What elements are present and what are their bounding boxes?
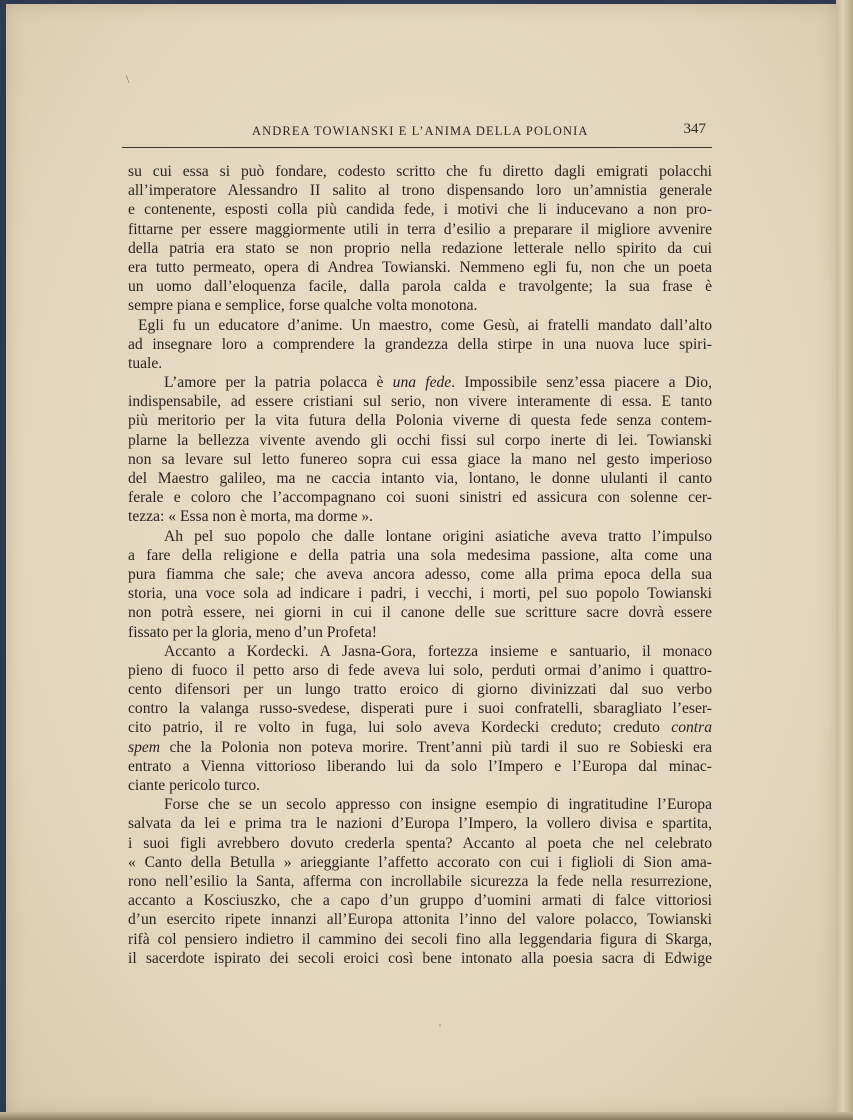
text-line: i suoi figli avrebbero dovuto crederla spenta? Accanto al poeta che nel celebrato (128, 834, 712, 852)
text-line: Ah pel suo popolo che dalle lontane origini asiatiche aveva tratto l’impulso (164, 527, 712, 545)
text-line: d’un esercito ripete innanzi all’Europa attonita l’inno del valore polacco, Towianski (128, 911, 712, 929)
book-page (6, 4, 836, 1114)
text-line: tezza: « Essa non è morta, ma dorme ». (128, 508, 374, 526)
text-line: Accanto a Kordecki. A Jasna-Gora, fortezza insieme e santuario, il monaco (164, 642, 712, 660)
text-line: pieno di fuoco il petto arso di fede aveva lui solo, perduti ormai d’animo i quattro- (128, 661, 712, 679)
stray-mark: · (438, 1018, 442, 1032)
stray-mark: \ (126, 72, 130, 86)
text-line: spem che la Polonia non poteva morire. Trent’anni più tardi il suo re Sobieski era (128, 738, 712, 756)
text-line: contro la valanga russo-svedese, disperati pure i suoi confratelli, sbaragliato l’eser- (128, 700, 712, 718)
text-line: su cui essa si può fondare, codesto scritto che fu diretto dagli emigrati polacchi (128, 163, 712, 180)
text-line: non potrà essere, nei giorni in cui il canone delle sue scritture sacre dovrà essere (128, 604, 712, 622)
text-line: rono nell’esilio la Santa, afferma con incrollabile sicurezza la fede nella resurrezione, (128, 872, 712, 890)
text-line: pura fiamma che sale; che aveva ancora adesso, come alla prima epoca della sua (128, 565, 712, 583)
text-line: ad insegnare loro a comprendere la grandezza della stirpe in una nuova luce spiri- (128, 335, 712, 353)
text-line: era tutto permeato, opera di Andrea Towianski. Nemmeno egli fu, non che un poeta (128, 258, 712, 276)
text-line: del Maestro galileo, ma ne caccia intanto via, lontano, le donne ululanti il canto (128, 470, 712, 487)
text-line: un uomo dall’eloquenza facile, dalla parola calda e travolgente; la sua frase è (128, 278, 712, 296)
text-line: plarne la bellezza vivente avendo gli occhi fissi sul corpo inerte di lei. Towianski (128, 431, 712, 449)
page-header (122, 119, 712, 148)
text-line: tuale. (128, 354, 163, 372)
text-line: Egli fu un educatore d’anime. Un maestro, come Gesù, ai fratelli mandato dall’alto (138, 316, 712, 334)
text-line: della patria era stato se non proprio nella redazione letterale nello spirito da cui (128, 239, 712, 257)
text-line: e contenente, esposti colla più candida fede, i motivi che li inducevano a non pro- (128, 201, 712, 219)
text-line: fittarne per essere maggiormente utili in terra d’esilio a preparare il migliore avvenire (128, 220, 712, 238)
text-line: ferale e coloro che l’accompagnano coi suoni sinistri ed assicura con solenne cer- (128, 489, 712, 507)
text-line: accanto a Kosciuszko, che a capo d’un gruppo d’uomini armati di falce vittoriosi (128, 892, 712, 910)
text-line: il sacerdote ispirato dei secoli eroici così bene intonato alla poesia sacra di Edwige (128, 949, 712, 967)
text-line: più meritorio per la vita futura della Polonia viverne di questa fede senza contem- (128, 412, 712, 430)
text-line: cito patrio, il re volto in fuga, lui solo aveva Kordecki creduto; creduto contra (128, 719, 712, 737)
bottom-edge (0, 1112, 853, 1120)
text-line: ciante pericolo turco. (128, 777, 261, 794)
text-line: all’imperatore Alessandro II salito al trono dispensando loro un’amnistia generale (128, 182, 712, 200)
text-line: indispensabile, ad essere cristiani sul serio, non vivere interamente di essa. E tanto (128, 393, 712, 411)
text-line: entrato a Vienna vittorioso liberando lui da solo l’Impero e l’Europa dal minac- (128, 757, 712, 775)
text-line: non sa levare sul letto funereo sopra cui essa giace la mano nel gesto imperioso (128, 450, 712, 468)
text-line: salvata da lei e prima tra le nazioni d’Europa l’Impero, la vollero divisa e spartita, (128, 815, 712, 833)
text-line: a fare della religione e della patria una sola medesima passione, alta come una (128, 546, 712, 564)
text-line: sempre piana e semplice, forse qualche volta monotona. (128, 297, 478, 315)
body-text (128, 162, 712, 968)
text-line: storia, una voce sola ad indicare i padri, i vecchi, i morti, pel suo popolo Towianski (128, 585, 712, 603)
text-line: Forse che se un secolo appresso con insigne esempio di ingratitudine l’Europa (164, 796, 712, 814)
text-line: « Canto della Betulla » arieggiante l’affetto accorato con cui i figlioli di Sion ama- (128, 853, 712, 871)
text-line: cento difensori per un lungo tratto eroico di giorno divinizzati dal suo verbo (128, 681, 712, 699)
text-line: rifà col pensiero indietro il cammino dei secoli fino alla leggendaria figura di Skarga, (128, 930, 712, 948)
running-title: ANDREA TOWIANSKI E L’ANIMA DELLA POLONIA (252, 124, 589, 138)
page-number: 347 (683, 121, 706, 137)
page-edge (836, 0, 853, 1120)
text-line: L’amore per la patria polacca è una fede. Impossibile senz’essa piacere a Dio, (164, 374, 713, 392)
text-line: fissato per la gloria, meno d’un Profeta! (128, 623, 377, 641)
